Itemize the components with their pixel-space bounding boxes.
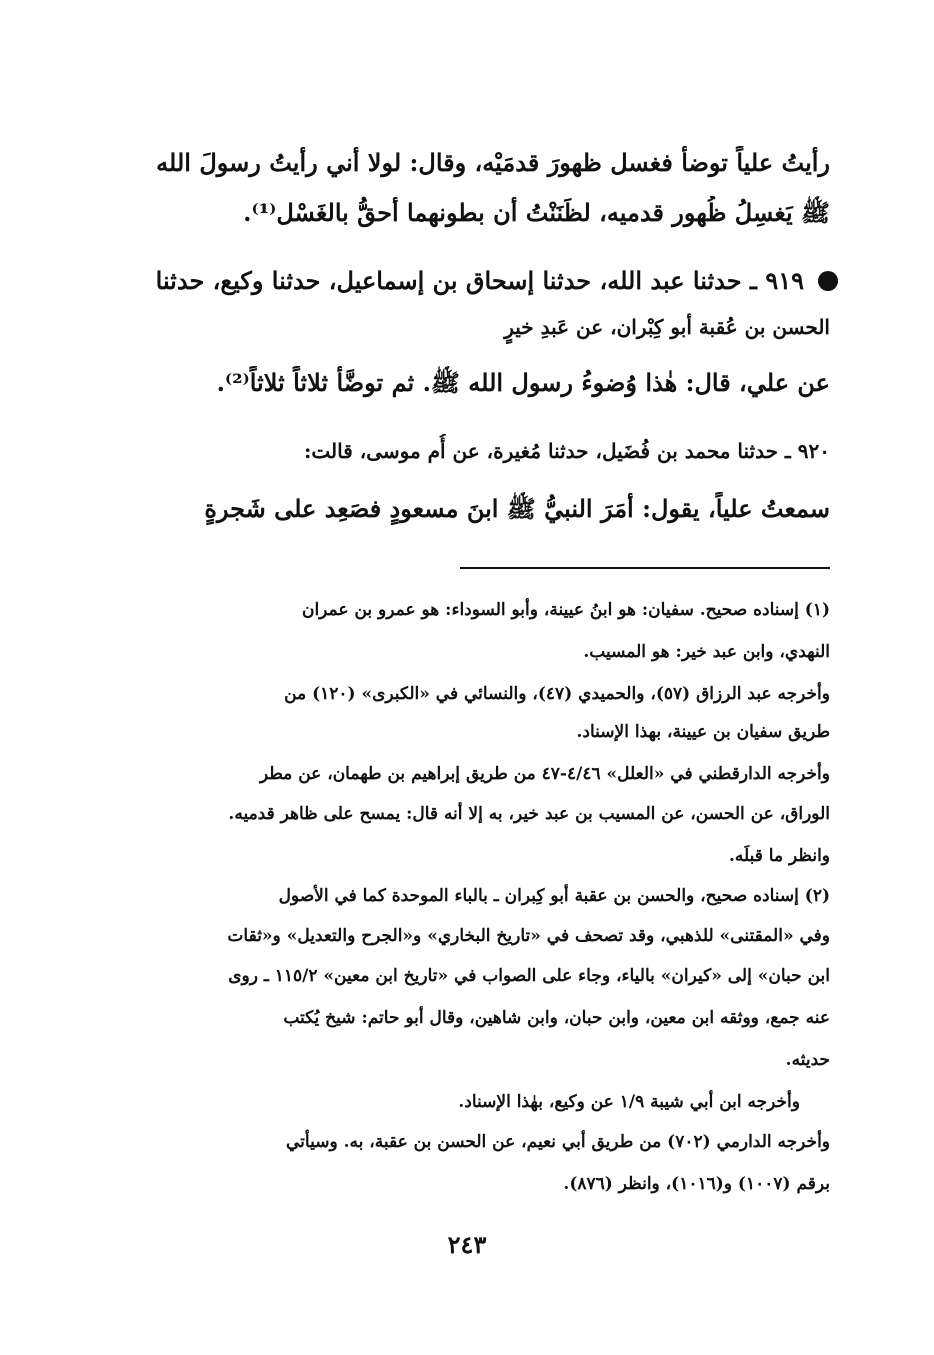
hadith-919-line-2: الحسن بن عُقبة أبو كِبْران، عن عَبدِ خيرٍ — [504, 315, 830, 339]
main-text-line-2: ﷺ يَغسِلُ ظُهور قدميه، لظَنَنْتُ أن بطونهما أحقُّ بالغَسْل⁽¹⁾. — [243, 198, 830, 227]
footnote-line: ابن حبان» إلى «كيران» بالياء، وجاء على الصواب في «تاريخ ابن معين» ١١٥/٢ ـ روى — [228, 966, 830, 986]
hadith-920-line-2: سمعتُ علياً، يقول: أمَرَ النبيُّ ﷺ ابنَ مسعودٍ فصَعِد على شَجرةٍ — [204, 494, 830, 523]
footnote-line: وأخرجه ابن أبي شيبة ١/٩ عن وكيع، بهٰذا الإسناد. — [458, 1092, 800, 1112]
page-number: ٢٤٣ — [447, 1230, 487, 1259]
hadith-919-line-3: عن علي، قال: هٰذا وُضوءُ رسول الله ﷺ. ثم توضَّأ ثلاثاً ثلاثاً⁽²⁾. — [216, 368, 830, 397]
footnote-line: عنه جمع، ووثقه ابن معين، وابن حبان، وابن شاهين، وقال أبو حاتم: شيخ يُكتب — [283, 1008, 830, 1028]
footnote-line: (١) إسناده صحيح. سفيان: هو ابنُ عيينة، وأبو السوداء: هو عمرو بن عمران — [301, 600, 830, 620]
footnote-line: حديثه. — [785, 1050, 830, 1070]
footnote-line: وأخرجه الدارمي (٧٠٢) من طريق أبي نعيم، عن الحسن بن عقبة، به. وسيأتي — [286, 1132, 830, 1152]
footnote-line: النهدي، وابن عبد خير: هو المسيب. — [583, 642, 830, 662]
footnote-line: (٢) إسناده صحيح، والحسن بن عقبة أبو كِبران ـ بالباء الموحدة كما في الأصول — [278, 886, 830, 906]
main-text-line-1: رأيتُ علياً توضأ فغسل ظهورَ قدمَيْه، وقال: لولا أني رأيتُ رسولَ الله — [156, 148, 830, 177]
footnote-line: طريق سفيان بن عيينة، بهذا الإسناد. — [576, 722, 830, 742]
footnote-divider — [460, 567, 830, 569]
footnote-line: برقم (١٠٠٧) و(١٠١٦)، وانظر (٨٧٦). — [563, 1174, 830, 1194]
hadith-920-line-1: ٩٢٠ ـ حدثنا محمد بن فُضَيل، حدثنا مُغيرة، عن أُم موسى، قالت: — [304, 439, 830, 463]
hadith-919-line-1: ٩١٩ ـ حدثنا عبد الله، حدثنا إسحاق بن إسماعيل، حدثنا وكيع، حدثنا — [155, 266, 804, 295]
footnote-line: وأخرجه الدارقطني في «العلل» ٤/٤٦-٤٧ من طريق إبراهيم بن طهمان، عن مطر — [259, 764, 830, 784]
footnote-line: الوراق، عن الحسن، عن المسيب بن عبد خير، به إلا أنه قال: يمسح على ظاهر قدميه. — [228, 804, 830, 824]
footnote-line: وأخرجه عبد الرزاق (٥٧)، والحميدي (٤٧)، والنسائي في «الكبرى» (١٢٠) من — [284, 684, 830, 704]
hadith-bullet-icon — [818, 271, 838, 291]
footnote-line: وفي «المقتنى» للذهبي، وقد تصحف في «تاريخ البخاري» و«الجرح والتعديل» و«ثقات — [227, 926, 830, 946]
footnote-line: وانظر ما قبلَه. — [728, 846, 830, 866]
